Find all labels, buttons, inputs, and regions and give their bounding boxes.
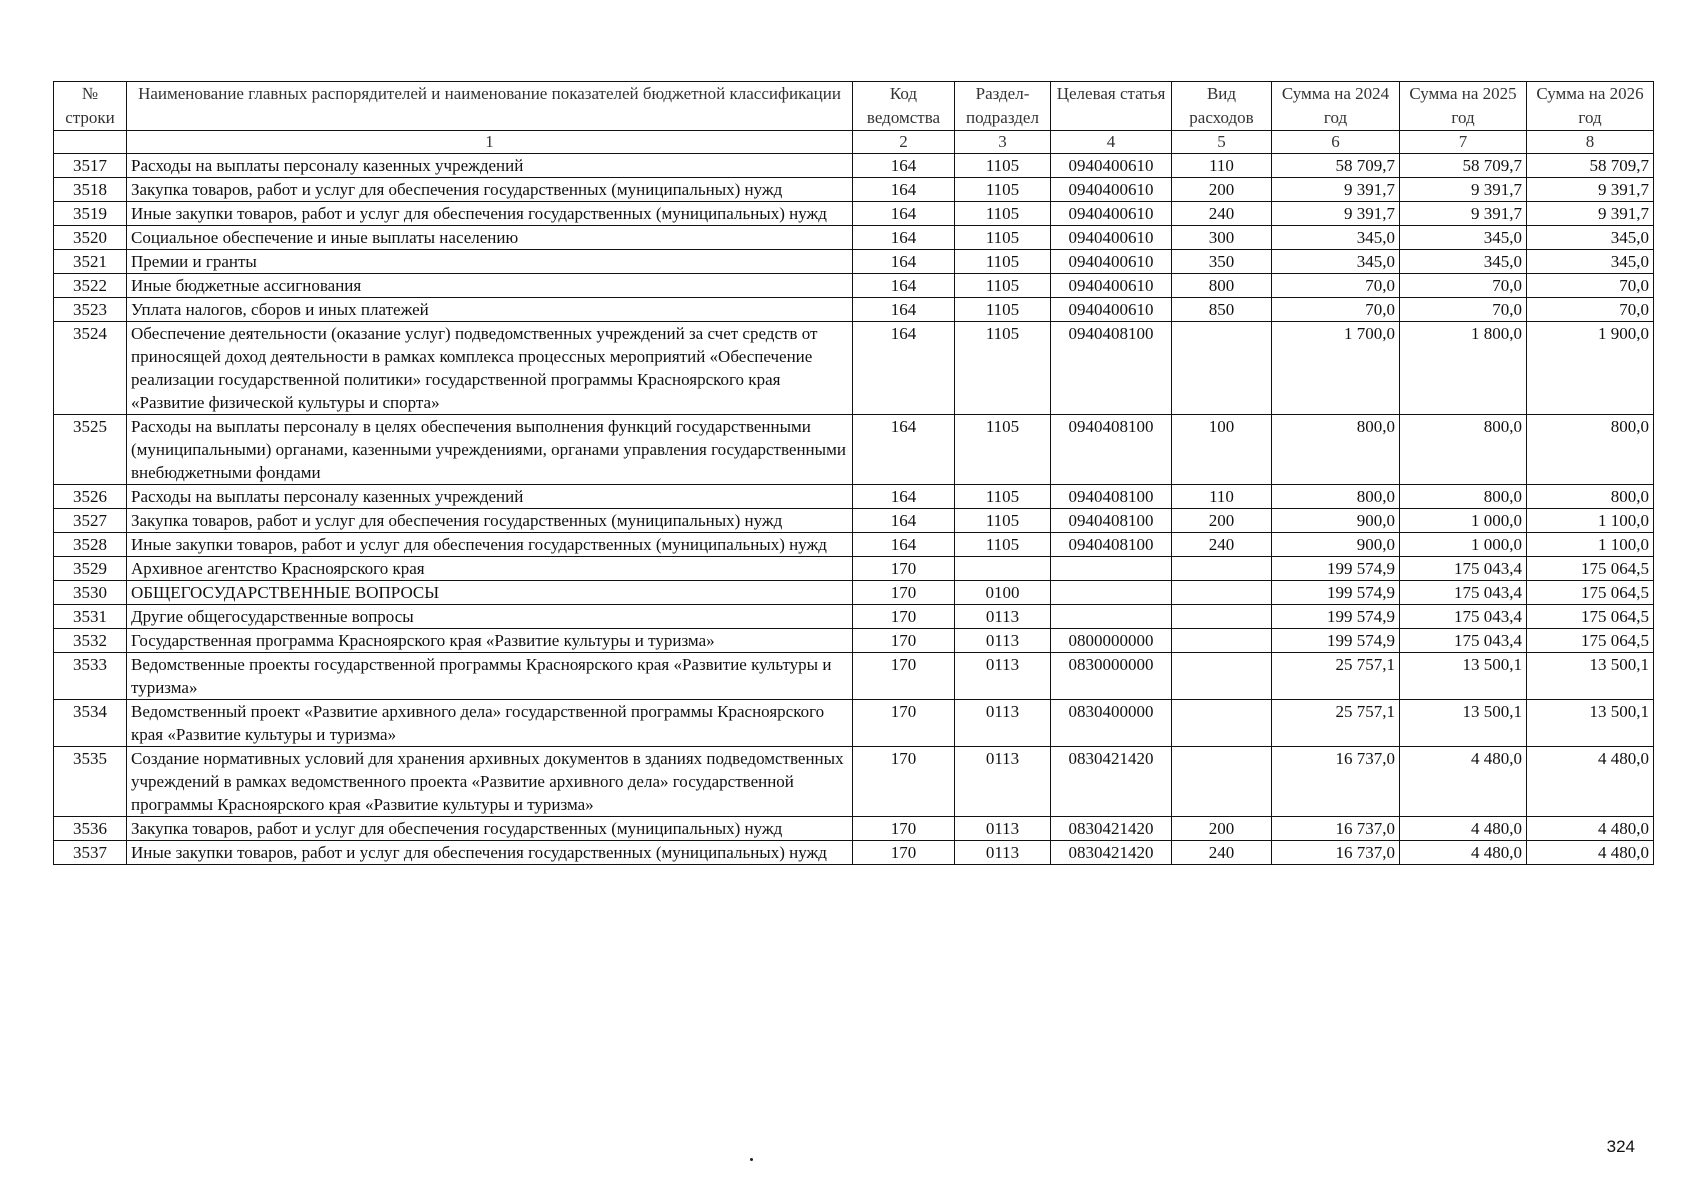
expense-type-cell: [1172, 557, 1272, 581]
sum-2025-cell: 4 480,0: [1400, 841, 1527, 865]
row-number-cell: 3522: [54, 274, 127, 298]
sum-2024-cell: 58 709,7: [1272, 154, 1400, 178]
sum-2024-cell: 70,0: [1272, 274, 1400, 298]
sum-2025-cell: 4 480,0: [1400, 747, 1527, 817]
target-article-cell: 0940408100: [1051, 415, 1172, 485]
target-article-cell: 0940400610: [1051, 202, 1172, 226]
expense-type-cell: 800: [1172, 274, 1272, 298]
row-number-cell: 3535: [54, 747, 127, 817]
row-number-cell: 3528: [54, 533, 127, 557]
target-article-cell: 0830421420: [1051, 817, 1172, 841]
name-cell: Иные закупки товаров, работ и услуг для обеспечения государственных (муниципальных) нужд: [127, 533, 853, 557]
sum-2025-cell: 175 043,4: [1400, 629, 1527, 653]
expense-type-cell: 850: [1172, 298, 1272, 322]
name-cell: Расходы на выплаты персоналу в целях обеспечения выполнения функций государственными (муниципальными) органами, казенными учреждениями, органами управления государственными внебюджетными фондами: [127, 415, 853, 485]
table-row: [54, 485, 1654, 509]
expense-type-cell: 240: [1172, 202, 1272, 226]
header-row: [54, 82, 1654, 131]
header-sum-2024: Сумма на 2024 год: [1272, 82, 1400, 131]
table-row: [54, 509, 1654, 533]
section-cell: 1105: [955, 250, 1051, 274]
page-number: 324: [1606, 1137, 1635, 1156]
expense-type-cell: [1172, 322, 1272, 415]
sum-2026-cell: 175 064,5: [1527, 557, 1654, 581]
target-article-cell: 0940408100: [1051, 533, 1172, 557]
target-article-cell: 0830400000: [1051, 700, 1172, 747]
row-number-cell: 3536: [54, 817, 127, 841]
sum-2026-cell: 1 100,0: [1527, 509, 1654, 533]
target-article-cell: 0940400610: [1051, 154, 1172, 178]
section-cell: [955, 557, 1051, 581]
department-code-cell: 164: [853, 226, 955, 250]
sum-2025-cell: 1 000,0: [1400, 509, 1527, 533]
column-index-7: 7: [1400, 131, 1527, 154]
column-index-blank: [54, 131, 127, 154]
row-number-cell: 3521: [54, 250, 127, 274]
sum-2026-cell: 4 480,0: [1527, 747, 1654, 817]
section-cell: 1105: [955, 154, 1051, 178]
table-row: [54, 817, 1654, 841]
table-row: [54, 841, 1654, 865]
expense-type-cell: 240: [1172, 841, 1272, 865]
department-code-cell: 164: [853, 154, 955, 178]
section-cell: 0113: [955, 700, 1051, 747]
department-code-cell: 170: [853, 557, 955, 581]
sum-2025-cell: 175 043,4: [1400, 557, 1527, 581]
sum-2025-cell: 9 391,7: [1400, 178, 1527, 202]
row-number-cell: 3534: [54, 700, 127, 747]
target-article-cell: 0940408100: [1051, 509, 1172, 533]
name-cell: Другие общегосударственные вопросы: [127, 605, 853, 629]
header-name: Наименование главных распорядителей и наименование показателей бюджетной классификации: [127, 82, 853, 131]
row-number-cell: 3531: [54, 605, 127, 629]
table-row: [54, 415, 1654, 485]
expense-type-cell: 200: [1172, 509, 1272, 533]
budget-table: [53, 81, 1654, 865]
department-code-cell: 170: [853, 653, 955, 700]
sum-2026-cell: 9 391,7: [1527, 202, 1654, 226]
section-cell: 1105: [955, 485, 1051, 509]
sum-2025-cell: 9 391,7: [1400, 202, 1527, 226]
department-code-cell: 164: [853, 298, 955, 322]
sum-2024-cell: 900,0: [1272, 509, 1400, 533]
column-index-8: 8: [1527, 131, 1654, 154]
target-article-cell: 0830421420: [1051, 747, 1172, 817]
table-row: [54, 274, 1654, 298]
name-cell: Иные закупки товаров, работ и услуг для обеспечения государственных (муниципальных) нужд: [127, 841, 853, 865]
sum-2024-cell: 800,0: [1272, 485, 1400, 509]
sum-2026-cell: 800,0: [1527, 485, 1654, 509]
section-cell: 1105: [955, 322, 1051, 415]
sum-2024-cell: 25 757,1: [1272, 653, 1400, 700]
name-cell: Иные бюджетные ассигнования: [127, 274, 853, 298]
sum-2026-cell: 13 500,1: [1527, 653, 1654, 700]
sum-2025-cell: 175 043,4: [1400, 605, 1527, 629]
column-index-6: 6: [1272, 131, 1400, 154]
column-index-row: [54, 131, 1654, 154]
row-number-cell: 3520: [54, 226, 127, 250]
expense-type-cell: 300: [1172, 226, 1272, 250]
expense-type-cell: 200: [1172, 817, 1272, 841]
expense-type-cell: 100: [1172, 415, 1272, 485]
table-row: [54, 653, 1654, 700]
department-code-cell: 164: [853, 485, 955, 509]
sum-2024-cell: 199 574,9: [1272, 605, 1400, 629]
expense-type-cell: [1172, 653, 1272, 700]
department-code-cell: 170: [853, 605, 955, 629]
sum-2025-cell: 70,0: [1400, 298, 1527, 322]
sum-2024-cell: 16 737,0: [1272, 841, 1400, 865]
table-row: [54, 154, 1654, 178]
sum-2024-cell: 199 574,9: [1272, 557, 1400, 581]
sum-2025-cell: 345,0: [1400, 226, 1527, 250]
sum-2026-cell: 13 500,1: [1527, 700, 1654, 747]
sum-2024-cell: 345,0: [1272, 226, 1400, 250]
row-number-cell: 3519: [54, 202, 127, 226]
section-cell: 0113: [955, 653, 1051, 700]
expense-type-cell: [1172, 581, 1272, 605]
section-cell: 1105: [955, 298, 1051, 322]
expense-type-cell: [1172, 605, 1272, 629]
row-number-cell: 3529: [54, 557, 127, 581]
sum-2025-cell: 345,0: [1400, 250, 1527, 274]
section-cell: 1105: [955, 226, 1051, 250]
section-cell: 0113: [955, 605, 1051, 629]
name-cell: Архивное агентство Красноярского края: [127, 557, 853, 581]
target-article-cell: 0940400610: [1051, 250, 1172, 274]
table-row: [54, 700, 1654, 747]
sum-2026-cell: 70,0: [1527, 274, 1654, 298]
department-code-cell: 170: [853, 817, 955, 841]
sum-2026-cell: 800,0: [1527, 415, 1654, 485]
table-row: [54, 605, 1654, 629]
section-cell: 1105: [955, 509, 1051, 533]
name-cell: Иные закупки товаров, работ и услуг для обеспечения государственных (муниципальных) нужд: [127, 202, 853, 226]
header-target-article: Целевая статья: [1051, 82, 1172, 131]
column-index-3: 3: [955, 131, 1051, 154]
section-cell: 1105: [955, 415, 1051, 485]
table-row: [54, 747, 1654, 817]
department-code-cell: 164: [853, 415, 955, 485]
target-article-cell: 0830000000: [1051, 653, 1172, 700]
table-row: [54, 533, 1654, 557]
department-code-cell: 164: [853, 250, 955, 274]
row-number-cell: 3537: [54, 841, 127, 865]
target-article-cell: [1051, 605, 1172, 629]
target-article-cell: 0940400610: [1051, 226, 1172, 250]
expense-type-cell: 110: [1172, 485, 1272, 509]
table-row: [54, 557, 1654, 581]
name-cell: Уплата налогов, сборов и иных платежей: [127, 298, 853, 322]
sum-2025-cell: 13 500,1: [1400, 700, 1527, 747]
sum-2024-cell: 900,0: [1272, 533, 1400, 557]
sum-2025-cell: 13 500,1: [1400, 653, 1527, 700]
expense-type-cell: 110: [1172, 154, 1272, 178]
expense-type-cell: 240: [1172, 533, 1272, 557]
sum-2025-cell: 1 800,0: [1400, 322, 1527, 415]
sum-2026-cell: 58 709,7: [1527, 154, 1654, 178]
name-cell: Обеспечение деятельности (оказание услуг) подведомственных учреждений за счет средств от приносящей доход деятельности в рамках комплекса процессных мероприятий «Обеспечение реализации государственной политики» государственной программы Красноярского края «Развитие физической культуры и спорта»: [127, 322, 853, 415]
row-number-cell: 3530: [54, 581, 127, 605]
row-number-cell: 3527: [54, 509, 127, 533]
section-cell: 1105: [955, 533, 1051, 557]
department-code-cell: 164: [853, 509, 955, 533]
sum-2026-cell: 4 480,0: [1527, 841, 1654, 865]
sum-2025-cell: 175 043,4: [1400, 581, 1527, 605]
name-cell: Закупка товаров, работ и услуг для обеспечения государственных (муниципальных) нужд: [127, 817, 853, 841]
header-row-number: № строки: [54, 82, 127, 131]
sum-2026-cell: 175 064,5: [1527, 629, 1654, 653]
table-row: [54, 178, 1654, 202]
header-section: Раздел-подраздел: [955, 82, 1051, 131]
table-row: [54, 581, 1654, 605]
sum-2026-cell: 9 391,7: [1527, 178, 1654, 202]
target-article-cell: 0940408100: [1051, 485, 1172, 509]
target-article-cell: 0800000000: [1051, 629, 1172, 653]
scan-dot: [750, 1158, 753, 1161]
expense-type-cell: [1172, 747, 1272, 817]
sum-2024-cell: 16 737,0: [1272, 747, 1400, 817]
name-cell: Социальное обеспечение и иные выплаты населению: [127, 226, 853, 250]
sum-2025-cell: 800,0: [1400, 485, 1527, 509]
expense-type-cell: 200: [1172, 178, 1272, 202]
department-code-cell: 164: [853, 178, 955, 202]
target-article-cell: [1051, 557, 1172, 581]
target-article-cell: 0830421420: [1051, 841, 1172, 865]
table-row: [54, 226, 1654, 250]
sum-2024-cell: 70,0: [1272, 298, 1400, 322]
sum-2025-cell: 70,0: [1400, 274, 1527, 298]
sum-2026-cell: 175 064,5: [1527, 605, 1654, 629]
expense-type-cell: [1172, 629, 1272, 653]
row-number-cell: 3524: [54, 322, 127, 415]
sum-2025-cell: 58 709,7: [1400, 154, 1527, 178]
column-index-1: 1: [127, 131, 853, 154]
target-article-cell: 0940400610: [1051, 274, 1172, 298]
table-row: [54, 298, 1654, 322]
section-cell: 1105: [955, 274, 1051, 298]
department-code-cell: 164: [853, 322, 955, 415]
expense-type-cell: [1172, 700, 1272, 747]
section-cell: 0113: [955, 747, 1051, 817]
department-code-cell: 170: [853, 747, 955, 817]
name-cell: Государственная программа Красноярского края «Развитие культуры и туризма»: [127, 629, 853, 653]
target-article-cell: [1051, 581, 1172, 605]
sum-2024-cell: 1 700,0: [1272, 322, 1400, 415]
target-article-cell: 0940400610: [1051, 298, 1172, 322]
name-cell: ОБЩЕГОСУДАРСТВЕННЫЕ ВОПРОСЫ: [127, 581, 853, 605]
table-row: [54, 250, 1654, 274]
row-number-cell: 3532: [54, 629, 127, 653]
column-index-5: 5: [1172, 131, 1272, 154]
column-index-4: 4: [1051, 131, 1172, 154]
sum-2026-cell: 1 900,0: [1527, 322, 1654, 415]
row-number-cell: 3526: [54, 485, 127, 509]
name-cell: Расходы на выплаты персоналу казенных учреждений: [127, 485, 853, 509]
department-code-cell: 170: [853, 629, 955, 653]
sum-2026-cell: 345,0: [1527, 250, 1654, 274]
table-row: [54, 322, 1654, 415]
target-article-cell: 0940408100: [1051, 322, 1172, 415]
table-row: [54, 629, 1654, 653]
sum-2024-cell: 800,0: [1272, 415, 1400, 485]
section-cell: 0113: [955, 629, 1051, 653]
department-code-cell: 170: [853, 700, 955, 747]
row-number-cell: 3525: [54, 415, 127, 485]
section-cell: 1105: [955, 202, 1051, 226]
name-cell: Премии и гранты: [127, 250, 853, 274]
department-code-cell: 164: [853, 202, 955, 226]
sum-2025-cell: 1 000,0: [1400, 533, 1527, 557]
table-row: [54, 202, 1654, 226]
sum-2024-cell: 199 574,9: [1272, 629, 1400, 653]
sum-2026-cell: 1 100,0: [1527, 533, 1654, 557]
row-number-cell: 3523: [54, 298, 127, 322]
sum-2024-cell: 199 574,9: [1272, 581, 1400, 605]
section-cell: 1105: [955, 178, 1051, 202]
sum-2025-cell: 800,0: [1400, 415, 1527, 485]
section-cell: 0113: [955, 817, 1051, 841]
header-sum-2026: Сумма на 2026 год: [1527, 82, 1654, 131]
header-expense-type: Вид расходов: [1172, 82, 1272, 131]
sum-2026-cell: 70,0: [1527, 298, 1654, 322]
name-cell: Закупка товаров, работ и услуг для обеспечения государственных (муниципальных) нужд: [127, 178, 853, 202]
sum-2024-cell: 16 737,0: [1272, 817, 1400, 841]
department-code-cell: 170: [853, 841, 955, 865]
department-code-cell: 164: [853, 533, 955, 557]
name-cell: Ведомственные проекты государственной программы Красноярского края «Развитие культуры и туризма»: [127, 653, 853, 700]
table-body: [54, 154, 1654, 865]
header-sum-2025: Сумма на 2025 год: [1400, 82, 1527, 131]
sum-2024-cell: 25 757,1: [1272, 700, 1400, 747]
sum-2024-cell: 9 391,7: [1272, 178, 1400, 202]
department-code-cell: 170: [853, 581, 955, 605]
sum-2026-cell: 345,0: [1527, 226, 1654, 250]
name-cell: Ведомственный проект «Развитие архивного дела» государственной программы Красноярского края «Развитие культуры и туризма»: [127, 700, 853, 747]
row-number-cell: 3533: [54, 653, 127, 700]
section-cell: 0113: [955, 841, 1051, 865]
sum-2024-cell: 345,0: [1272, 250, 1400, 274]
row-number-cell: 3517: [54, 154, 127, 178]
department-code-cell: 164: [853, 274, 955, 298]
section-cell: 0100: [955, 581, 1051, 605]
row-number-cell: 3518: [54, 178, 127, 202]
target-article-cell: 0940400610: [1051, 178, 1172, 202]
sum-2026-cell: 175 064,5: [1527, 581, 1654, 605]
sum-2024-cell: 9 391,7: [1272, 202, 1400, 226]
name-cell: Закупка товаров, работ и услуг для обеспечения государственных (муниципальных) нужд: [127, 509, 853, 533]
name-cell: Создание нормативных условий для хранения архивных документов в зданиях подведомственных учреждений в рамках ведомственного проекта «Развитие архивного дела» государственной программы Красноярского края «Развитие культуры и туризма»: [127, 747, 853, 817]
sum-2025-cell: 4 480,0: [1400, 817, 1527, 841]
sum-2026-cell: 4 480,0: [1527, 817, 1654, 841]
name-cell: Расходы на выплаты персоналу казенных учреждений: [127, 154, 853, 178]
column-index-2: 2: [853, 131, 955, 154]
expense-type-cell: 350: [1172, 250, 1272, 274]
header-department-code: Код ведомства: [853, 82, 955, 131]
